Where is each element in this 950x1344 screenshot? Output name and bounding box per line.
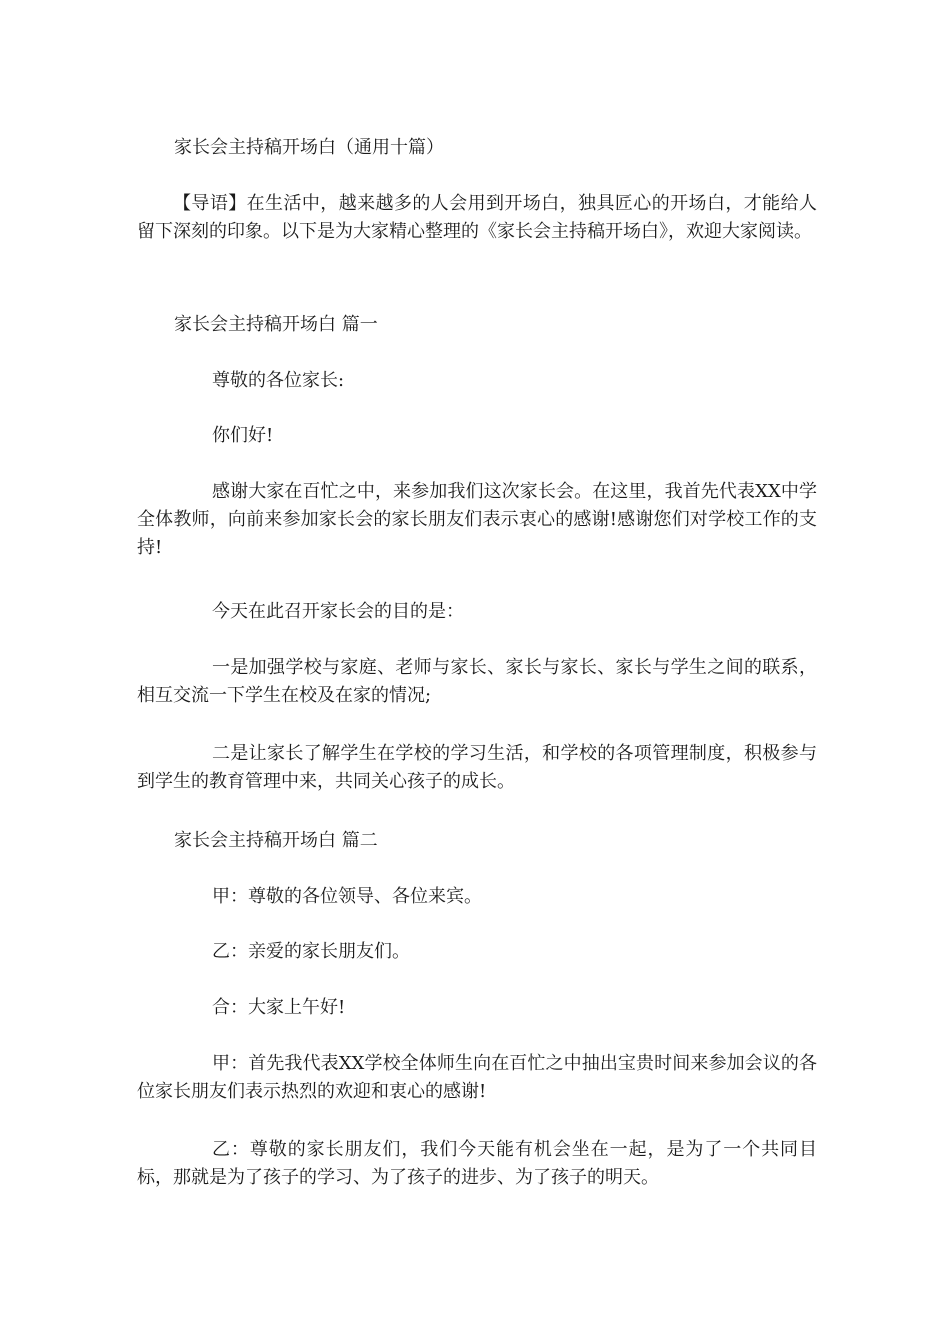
section1-paragraph-4: 二是让家长了解学生在学校的学习生活，和学校的各项管理制度，积极参与到学生的教育管理中来，共同关心孩子的成长。 [137, 743, 817, 792]
section1-greeting: 你们好! [212, 425, 274, 446]
section2-line-3: 合：大家上午好! [212, 997, 346, 1018]
section1-paragraph-1: 感谢大家在百忙之中，来参加我们这次家长会。在这里，我首先代表XX中学全体教师，向前来参加家长会的家长朋友们表示衷心的感谢!感谢您们对学校工作的支持! [137, 481, 817, 558]
section2-heading: 家长会主持稿开场白 篇二 [174, 830, 378, 851]
intro-paragraph: 【导语】在生活中，越来越多的人会用到开场白，独具匠心的开场白，才能给人留下深刻的印象。以下是为大家精心整理的《家长会主持稿开场白》，欢迎大家阅读。 [137, 193, 817, 242]
section1-heading: 家长会主持稿开场白 篇一 [174, 314, 378, 335]
section1-paragraph-3: 一是加强学校与家庭、老师与家长、家长与家长、家长与学生之间的联系，相互交流一下学生在校及在家的情况; [137, 657, 817, 706]
section2-paragraph-2: 乙：尊敬的家长朋友们，我们今天能有机会坐在一起，是为了一个共同目标，那就是为了孩子的学习、为了孩子的进步、为了孩子的明天。 [137, 1139, 817, 1188]
section1-salutation: 尊敬的各位家长: [212, 370, 345, 391]
document-title: 家长会主持稿开场白（通用十篇） [174, 137, 444, 158]
section2-line-2: 乙：亲爱的家长朋友们。 [212, 941, 410, 962]
section1-paragraph-2: 今天在此召开家长会的目的是： [212, 601, 464, 622]
section2-line-1: 甲：尊敬的各位领导、各位来宾。 [212, 886, 482, 907]
section2-paragraph-1: 甲：首先我代表XX学校全体师生向在百忙之中抽出宝贵时间来参加会议的各位家长朋友们表示热烈的欢迎和衷心的感谢! [137, 1053, 817, 1102]
